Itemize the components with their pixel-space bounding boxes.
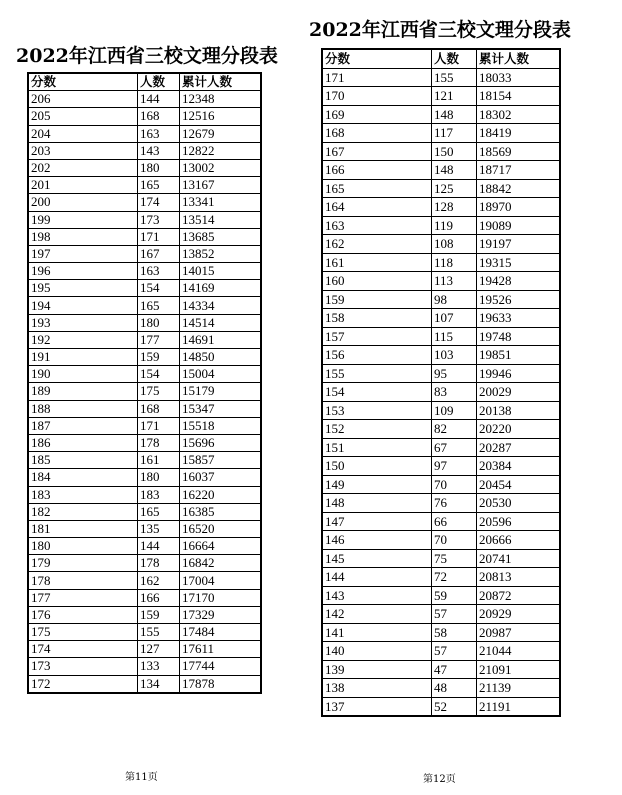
score-cell: 184 bbox=[28, 469, 138, 486]
cumulative-cell: 16220 bbox=[180, 486, 262, 503]
score-cell: 164 bbox=[322, 198, 432, 217]
table-row bbox=[322, 68, 560, 87]
cumulative-cell: 13002 bbox=[180, 159, 262, 176]
count-cell: 163 bbox=[138, 125, 180, 142]
header-cumulative: 累计人数 bbox=[477, 49, 561, 68]
table-row bbox=[322, 179, 560, 198]
table-row bbox=[28, 452, 261, 469]
score-cell: 157 bbox=[322, 327, 432, 346]
count-cell: 134 bbox=[138, 675, 180, 693]
score-cell: 179 bbox=[28, 555, 138, 572]
cumulative-cell: 13852 bbox=[180, 245, 262, 262]
table-row bbox=[322, 605, 560, 624]
table-row bbox=[322, 253, 560, 272]
table-row bbox=[28, 245, 261, 262]
table-row bbox=[322, 87, 560, 106]
count-cell: 174 bbox=[138, 194, 180, 211]
count-cell: 143 bbox=[138, 142, 180, 159]
table-row bbox=[322, 216, 560, 235]
score-cell: 178 bbox=[28, 572, 138, 589]
header-count: 人数 bbox=[432, 49, 477, 68]
count-cell: 103 bbox=[432, 346, 477, 365]
cumulative-cell: 13685 bbox=[180, 228, 262, 245]
table-row bbox=[28, 555, 261, 572]
table-row bbox=[28, 383, 261, 400]
score-cell: 172 bbox=[28, 675, 138, 693]
count-cell: 72 bbox=[432, 568, 477, 587]
cumulative-cell: 20929 bbox=[477, 605, 561, 624]
count-cell: 133 bbox=[138, 658, 180, 675]
score-cell: 194 bbox=[28, 297, 138, 314]
table-row bbox=[322, 142, 560, 161]
table-row bbox=[322, 346, 560, 365]
cumulative-cell: 20813 bbox=[477, 568, 561, 587]
table-row bbox=[28, 228, 261, 245]
cumulative-cell: 18033 bbox=[477, 68, 561, 87]
cumulative-cell: 20530 bbox=[477, 494, 561, 513]
count-cell: 135 bbox=[138, 520, 180, 537]
table-row bbox=[28, 349, 261, 366]
count-cell: 144 bbox=[138, 538, 180, 555]
count-cell: 75 bbox=[432, 549, 477, 568]
score-cell: 145 bbox=[322, 549, 432, 568]
score-cell: 158 bbox=[322, 309, 432, 328]
table-row bbox=[322, 272, 560, 291]
cumulative-cell: 19633 bbox=[477, 309, 561, 328]
score-cell: 200 bbox=[28, 194, 138, 211]
score-cell: 151 bbox=[322, 438, 432, 457]
header-score: 分数 bbox=[28, 73, 138, 91]
score-cell: 180 bbox=[28, 538, 138, 555]
table-row bbox=[28, 142, 261, 159]
score-cell: 177 bbox=[28, 589, 138, 606]
count-cell: 177 bbox=[138, 331, 180, 348]
cumulative-cell: 13514 bbox=[180, 211, 262, 228]
cumulative-cell: 20987 bbox=[477, 623, 561, 642]
score-cell: 156 bbox=[322, 346, 432, 365]
cumulative-cell: 19428 bbox=[477, 272, 561, 291]
table-row bbox=[28, 469, 261, 486]
cumulative-cell: 14850 bbox=[180, 349, 262, 366]
score-cell: 159 bbox=[322, 290, 432, 309]
cumulative-cell: 19197 bbox=[477, 235, 561, 254]
count-cell: 180 bbox=[138, 314, 180, 331]
count-cell: 144 bbox=[138, 91, 180, 108]
header-score: 分数 bbox=[322, 49, 432, 68]
score-cell: 202 bbox=[28, 159, 138, 176]
count-cell: 173 bbox=[138, 211, 180, 228]
table-row bbox=[322, 660, 560, 679]
score-cell: 140 bbox=[322, 642, 432, 661]
cumulative-cell: 18302 bbox=[477, 105, 561, 124]
score-cell: 154 bbox=[322, 383, 432, 402]
score-cell: 174 bbox=[28, 641, 138, 658]
cumulative-cell: 20872 bbox=[477, 586, 561, 605]
table-row bbox=[322, 586, 560, 605]
count-cell: 70 bbox=[432, 531, 477, 550]
score-cell: 199 bbox=[28, 211, 138, 228]
cumulative-cell: 18842 bbox=[477, 179, 561, 198]
cumulative-cell: 15179 bbox=[180, 383, 262, 400]
count-cell: 98 bbox=[432, 290, 477, 309]
table-row bbox=[322, 420, 560, 439]
cumulative-cell: 17878 bbox=[180, 675, 262, 693]
table-row bbox=[322, 475, 560, 494]
cumulative-cell: 20384 bbox=[477, 457, 561, 476]
cumulative-cell: 12348 bbox=[180, 91, 262, 108]
cumulative-cell: 18717 bbox=[477, 161, 561, 180]
score-cell: 196 bbox=[28, 263, 138, 280]
table-row bbox=[322, 438, 560, 457]
score-cell: 137 bbox=[322, 697, 432, 716]
cumulative-cell: 14015 bbox=[180, 263, 262, 280]
score-cell: 168 bbox=[322, 124, 432, 143]
cumulative-cell: 17611 bbox=[180, 641, 262, 658]
score-cell: 141 bbox=[322, 623, 432, 642]
table-row bbox=[28, 606, 261, 623]
cumulative-cell: 19526 bbox=[477, 290, 561, 309]
table-row bbox=[28, 159, 261, 176]
count-cell: 168 bbox=[138, 400, 180, 417]
score-cell: 142 bbox=[322, 605, 432, 624]
table-header-row bbox=[322, 49, 560, 68]
left-score-table bbox=[27, 72, 262, 694]
cumulative-cell: 18970 bbox=[477, 198, 561, 217]
right-page-number: 第12页 bbox=[423, 774, 456, 785]
cumulative-cell: 14334 bbox=[180, 297, 262, 314]
score-cell: 150 bbox=[322, 457, 432, 476]
cumulative-cell: 20138 bbox=[477, 401, 561, 420]
table-row bbox=[28, 331, 261, 348]
table-row bbox=[28, 434, 261, 451]
score-cell: 205 bbox=[28, 108, 138, 125]
count-cell: 162 bbox=[138, 572, 180, 589]
score-cell: 173 bbox=[28, 658, 138, 675]
count-cell: 171 bbox=[138, 228, 180, 245]
table-row bbox=[322, 290, 560, 309]
score-cell: 198 bbox=[28, 228, 138, 245]
cumulative-cell: 17170 bbox=[180, 589, 262, 606]
cumulative-cell: 17004 bbox=[180, 572, 262, 589]
score-cell: 175 bbox=[28, 624, 138, 641]
count-cell: 178 bbox=[138, 555, 180, 572]
count-cell: 128 bbox=[432, 198, 477, 217]
cumulative-cell: 12516 bbox=[180, 108, 262, 125]
cumulative-cell: 21044 bbox=[477, 642, 561, 661]
cumulative-cell: 19315 bbox=[477, 253, 561, 272]
count-cell: 150 bbox=[432, 142, 477, 161]
count-cell: 109 bbox=[432, 401, 477, 420]
score-cell: 153 bbox=[322, 401, 432, 420]
cumulative-cell: 19851 bbox=[477, 346, 561, 365]
score-cell: 139 bbox=[322, 660, 432, 679]
table-row bbox=[322, 383, 560, 402]
score-cell: 143 bbox=[322, 586, 432, 605]
count-cell: 171 bbox=[138, 417, 180, 434]
cumulative-cell: 17329 bbox=[180, 606, 262, 623]
count-cell: 125 bbox=[432, 179, 477, 198]
score-cell: 186 bbox=[28, 434, 138, 451]
score-cell: 188 bbox=[28, 400, 138, 417]
count-cell: 83 bbox=[432, 383, 477, 402]
table-row bbox=[322, 327, 560, 346]
table-row bbox=[322, 235, 560, 254]
cumulative-cell: 14691 bbox=[180, 331, 262, 348]
score-cell: 144 bbox=[322, 568, 432, 587]
table-row bbox=[28, 280, 261, 297]
table-row bbox=[322, 309, 560, 328]
table-row bbox=[28, 194, 261, 211]
count-cell: 148 bbox=[432, 161, 477, 180]
table-row bbox=[322, 512, 560, 531]
count-cell: 155 bbox=[138, 624, 180, 641]
score-cell: 149 bbox=[322, 475, 432, 494]
count-cell: 163 bbox=[138, 263, 180, 280]
cumulative-cell: 17484 bbox=[180, 624, 262, 641]
cumulative-cell: 19089 bbox=[477, 216, 561, 235]
count-cell: 119 bbox=[432, 216, 477, 235]
table-row bbox=[28, 91, 261, 108]
score-cell: 160 bbox=[322, 272, 432, 291]
score-cell: 166 bbox=[322, 161, 432, 180]
table-row bbox=[322, 124, 560, 143]
score-cell: 197 bbox=[28, 245, 138, 262]
count-cell: 165 bbox=[138, 297, 180, 314]
count-cell: 66 bbox=[432, 512, 477, 531]
right-page-title: 2022年江西省三校文理分段表 bbox=[309, 19, 571, 41]
cumulative-cell: 21091 bbox=[477, 660, 561, 679]
count-cell: 148 bbox=[432, 105, 477, 124]
table-row bbox=[28, 572, 261, 589]
count-cell: 168 bbox=[138, 108, 180, 125]
table-row bbox=[322, 642, 560, 661]
table-row bbox=[28, 675, 261, 693]
table-row bbox=[322, 568, 560, 587]
cumulative-cell: 15004 bbox=[180, 366, 262, 383]
count-cell: 52 bbox=[432, 697, 477, 716]
table-row bbox=[28, 177, 261, 194]
table-row bbox=[322, 679, 560, 698]
table-row bbox=[28, 366, 261, 383]
cumulative-cell: 18154 bbox=[477, 87, 561, 106]
count-cell: 166 bbox=[138, 589, 180, 606]
left-page-title: 2022年江西省三校文理分段表 bbox=[16, 45, 278, 67]
count-cell: 107 bbox=[432, 309, 477, 328]
count-cell: 154 bbox=[138, 366, 180, 383]
header-cumulative: 累计人数 bbox=[180, 73, 262, 91]
score-cell: 195 bbox=[28, 280, 138, 297]
table-row bbox=[28, 641, 261, 658]
cumulative-cell: 15857 bbox=[180, 452, 262, 469]
count-cell: 165 bbox=[138, 503, 180, 520]
cumulative-cell: 21191 bbox=[477, 697, 561, 716]
cumulative-cell: 18419 bbox=[477, 124, 561, 143]
score-cell: 187 bbox=[28, 417, 138, 434]
score-cell: 171 bbox=[322, 68, 432, 87]
score-cell: 183 bbox=[28, 486, 138, 503]
cumulative-cell: 18569 bbox=[477, 142, 561, 161]
count-cell: 108 bbox=[432, 235, 477, 254]
count-cell: 118 bbox=[432, 253, 477, 272]
cumulative-cell: 20454 bbox=[477, 475, 561, 494]
count-cell: 48 bbox=[432, 679, 477, 698]
count-cell: 76 bbox=[432, 494, 477, 513]
cumulative-cell: 16385 bbox=[180, 503, 262, 520]
table-row bbox=[322, 161, 560, 180]
cumulative-cell: 15518 bbox=[180, 417, 262, 434]
count-cell: 161 bbox=[138, 452, 180, 469]
cumulative-cell: 20287 bbox=[477, 438, 561, 457]
count-cell: 165 bbox=[138, 177, 180, 194]
table-row bbox=[28, 658, 261, 675]
count-cell: 47 bbox=[432, 660, 477, 679]
score-cell: 191 bbox=[28, 349, 138, 366]
score-cell: 185 bbox=[28, 452, 138, 469]
count-cell: 183 bbox=[138, 486, 180, 503]
count-cell: 155 bbox=[432, 68, 477, 87]
cumulative-cell: 12822 bbox=[180, 142, 262, 159]
table-row bbox=[322, 549, 560, 568]
cumulative-cell: 13167 bbox=[180, 177, 262, 194]
count-cell: 67 bbox=[432, 438, 477, 457]
count-cell: 127 bbox=[138, 641, 180, 658]
table-row bbox=[322, 401, 560, 420]
count-cell: 175 bbox=[138, 383, 180, 400]
score-cell: 192 bbox=[28, 331, 138, 348]
cumulative-cell: 20220 bbox=[477, 420, 561, 439]
count-cell: 57 bbox=[432, 605, 477, 624]
table-row bbox=[322, 531, 560, 550]
table-row bbox=[28, 538, 261, 555]
count-cell: 159 bbox=[138, 606, 180, 623]
table-row bbox=[322, 494, 560, 513]
count-cell: 57 bbox=[432, 642, 477, 661]
table-row bbox=[322, 105, 560, 124]
cumulative-cell: 19748 bbox=[477, 327, 561, 346]
score-cell: 201 bbox=[28, 177, 138, 194]
table-row bbox=[322, 623, 560, 642]
count-cell: 180 bbox=[138, 159, 180, 176]
cumulative-cell: 13341 bbox=[180, 194, 262, 211]
table-row bbox=[28, 400, 261, 417]
count-cell: 121 bbox=[432, 87, 477, 106]
score-cell: 204 bbox=[28, 125, 138, 142]
table-row bbox=[28, 417, 261, 434]
table-row bbox=[322, 364, 560, 383]
cumulative-cell: 14514 bbox=[180, 314, 262, 331]
score-cell: 190 bbox=[28, 366, 138, 383]
score-cell: 138 bbox=[322, 679, 432, 698]
count-cell: 167 bbox=[138, 245, 180, 262]
table-row bbox=[28, 263, 261, 280]
table-row bbox=[28, 108, 261, 125]
table-row bbox=[28, 211, 261, 228]
score-cell: 169 bbox=[322, 105, 432, 124]
table-row bbox=[28, 125, 261, 142]
score-cell: 147 bbox=[322, 512, 432, 531]
score-cell: 165 bbox=[322, 179, 432, 198]
cumulative-cell: 17744 bbox=[180, 658, 262, 675]
table-row bbox=[28, 624, 261, 641]
table-row bbox=[28, 297, 261, 314]
score-cell: 146 bbox=[322, 531, 432, 550]
cumulative-cell: 20741 bbox=[477, 549, 561, 568]
cumulative-cell: 20596 bbox=[477, 512, 561, 531]
cumulative-cell: 15696 bbox=[180, 434, 262, 451]
cumulative-cell: 12679 bbox=[180, 125, 262, 142]
right-score-table bbox=[321, 48, 561, 717]
count-cell: 97 bbox=[432, 457, 477, 476]
count-cell: 154 bbox=[138, 280, 180, 297]
count-cell: 70 bbox=[432, 475, 477, 494]
cumulative-cell: 21139 bbox=[477, 679, 561, 698]
count-cell: 115 bbox=[432, 327, 477, 346]
table-row bbox=[28, 589, 261, 606]
score-cell: 203 bbox=[28, 142, 138, 159]
score-cell: 189 bbox=[28, 383, 138, 400]
score-cell: 206 bbox=[28, 91, 138, 108]
table-row bbox=[28, 314, 261, 331]
cumulative-cell: 20029 bbox=[477, 383, 561, 402]
score-cell: 152 bbox=[322, 420, 432, 439]
score-cell: 193 bbox=[28, 314, 138, 331]
count-cell: 117 bbox=[432, 124, 477, 143]
score-cell: 162 bbox=[322, 235, 432, 254]
score-cell: 170 bbox=[322, 87, 432, 106]
table-row bbox=[322, 697, 560, 716]
count-cell: 113 bbox=[432, 272, 477, 291]
score-cell: 161 bbox=[322, 253, 432, 272]
score-cell: 167 bbox=[322, 142, 432, 161]
count-cell: 82 bbox=[432, 420, 477, 439]
score-cell: 163 bbox=[322, 216, 432, 235]
score-cell: 176 bbox=[28, 606, 138, 623]
table-row bbox=[28, 503, 261, 520]
cumulative-cell: 14169 bbox=[180, 280, 262, 297]
table-row bbox=[28, 520, 261, 537]
cumulative-cell: 16664 bbox=[180, 538, 262, 555]
table-row bbox=[322, 457, 560, 476]
table-row bbox=[322, 198, 560, 217]
header-count: 人数 bbox=[138, 73, 180, 91]
cumulative-cell: 19946 bbox=[477, 364, 561, 383]
cumulative-cell: 16520 bbox=[180, 520, 262, 537]
score-cell: 155 bbox=[322, 364, 432, 383]
table-header-row bbox=[28, 73, 261, 91]
score-cell: 181 bbox=[28, 520, 138, 537]
cumulative-cell: 20666 bbox=[477, 531, 561, 550]
cumulative-cell: 15347 bbox=[180, 400, 262, 417]
cumulative-cell: 16842 bbox=[180, 555, 262, 572]
count-cell: 180 bbox=[138, 469, 180, 486]
count-cell: 58 bbox=[432, 623, 477, 642]
score-cell: 182 bbox=[28, 503, 138, 520]
table-row bbox=[28, 486, 261, 503]
count-cell: 59 bbox=[432, 586, 477, 605]
left-page-number: 第11页 bbox=[125, 772, 158, 783]
score-cell: 148 bbox=[322, 494, 432, 513]
count-cell: 159 bbox=[138, 349, 180, 366]
count-cell: 95 bbox=[432, 364, 477, 383]
count-cell: 178 bbox=[138, 434, 180, 451]
cumulative-cell: 16037 bbox=[180, 469, 262, 486]
